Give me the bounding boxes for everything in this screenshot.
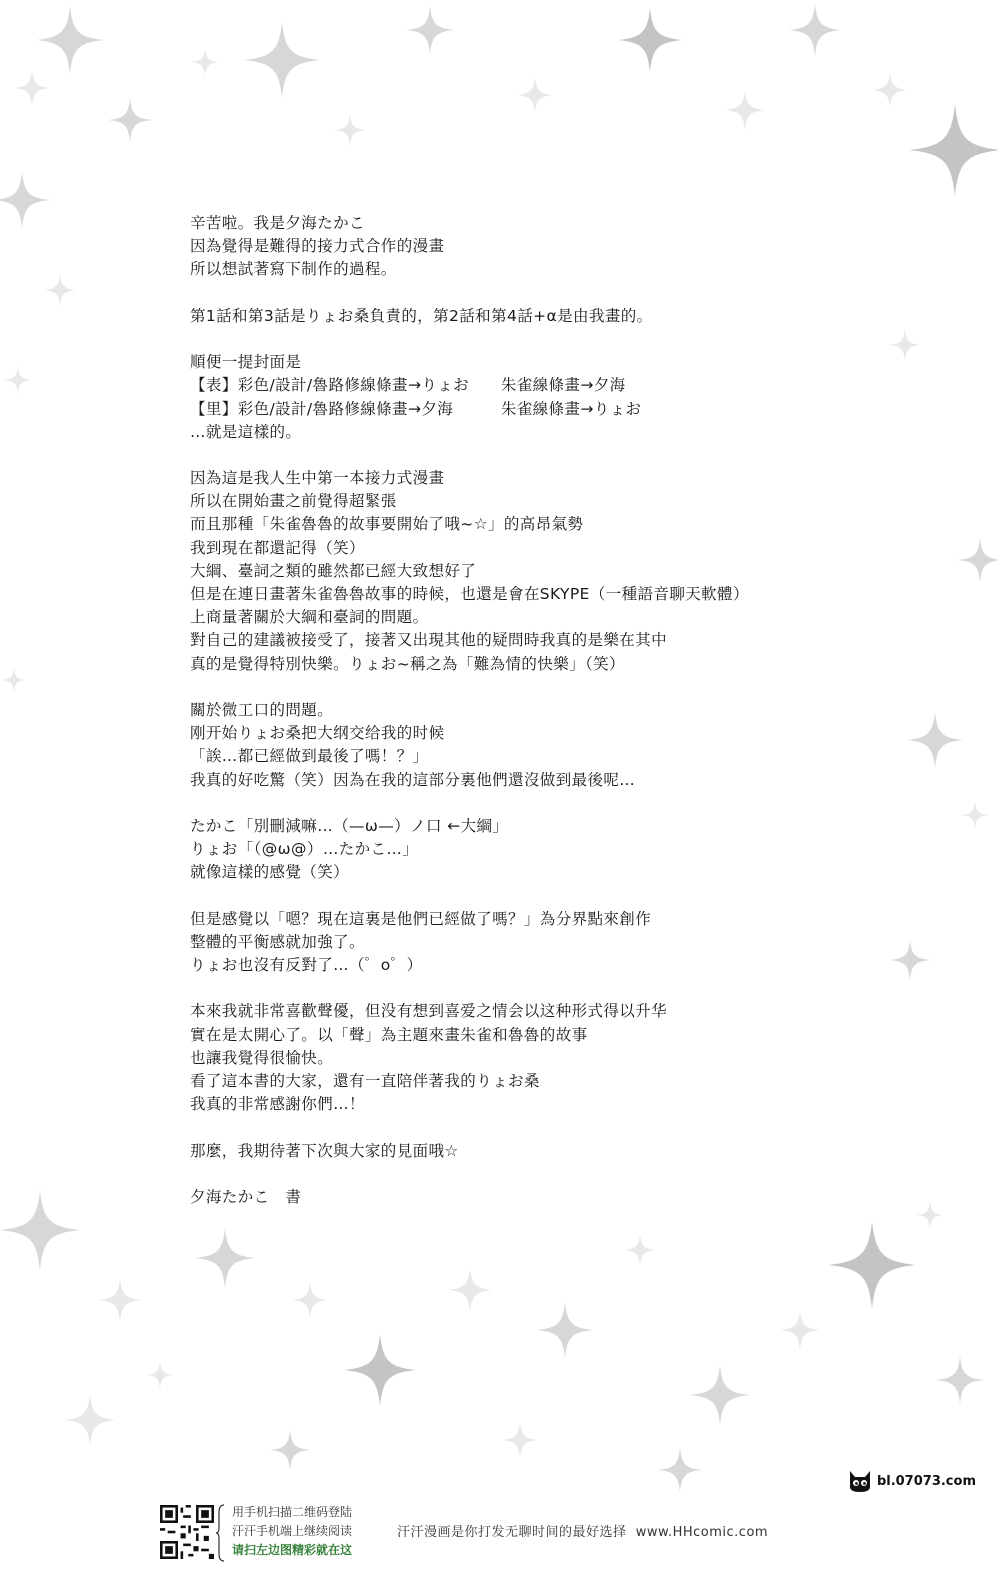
brace-divider [216,1504,226,1562]
text-line: たかこ「別刪減嘛…（—ω—）ノ口 ←大綱」 [190,816,509,835]
afterword-text [190,212,890,1209]
blank-line [190,977,890,1000]
text-line: 也讓我覺得很愉快。 [190,1048,334,1067]
text-line: 但是在連日畫著朱雀魯魯故事的時候，也還是會在SKYPE（一種語音聊天軟體） [190,585,749,603]
blank-line [190,1163,890,1186]
footer-slogan[interactable]: 汗汗漫画是你打发无聊时间的最好选择 www.HHcomic.com [397,1525,769,1540]
text-line: りょお「（@ω@）…たかこ…」 [190,840,419,859]
site-watermark [847,1469,976,1493]
text-line: 因為這是我人生中第一本接力式漫畫 [190,469,445,488]
qr-line-2: 汗汗手机端上继续阅读 [232,1524,353,1538]
blank-line [190,884,890,907]
text-line: 而且那種「朱雀魯魯的故事要開始了哦~☆」的高昂氣勢 [190,515,584,534]
text-line: 辛苦啦。我是夕海たかこ [190,214,365,232]
footer-bar [0,1497,998,1584]
black-cat-icon [847,1469,873,1493]
text-line: 上商量著關於大綱和臺詞的問題。 [190,608,429,627]
blank-line [190,328,890,351]
text-line: 我真的非常感謝你們…！ [190,1095,365,1114]
blank-line [190,676,890,699]
text-line: 所以想試著寫下制作的過程。 [190,260,397,279]
text-line: 第1話和第3話是りょお桑負責的，第2話和第4話+α是由我畫的。 [190,306,653,325]
text-line: 夕海たかこ 書 [190,1187,302,1206]
text-line: 本來我就非常喜歡聲優，但没有想到喜爱之情会以这种形式得以升华 [190,1002,668,1021]
qr-line-1: 用手机扫描二维码登陆 [232,1505,353,1519]
text-line: 我真的好吃驚（笑）因為在我的這部分裏他們還沒做到最後呢… [190,770,636,789]
text-line: 但是感覺以「嗯？現在這裏是他們已經做了嗎？」為分界點來創作 [190,909,652,928]
blank-line [190,282,890,305]
text-line: 對自己的建議被接受了，接著又出現其他的疑問時我真的是樂在其中 [190,631,668,650]
text-line: 關於微工口的問題。 [190,700,334,719]
text-line: …就是這樣的。 [190,422,302,441]
watermark-text: bl.07073.com [876,1473,976,1489]
text-line: 那麼，我期待著下次與大家的見面哦☆ [190,1141,459,1160]
qr-code-icon[interactable] [160,1505,214,1559]
blank-line [190,792,890,815]
qr-line-3: 请扫左边图精彩就在这 [232,1543,353,1557]
text-line: 順便一提封面是 [190,353,302,372]
text-line: 看了這本書的大家，還有一直陪伴著我的りょお桑 [190,1071,540,1090]
text-line: 我到現在都還記得（笑） [190,538,365,557]
blank-line [190,1116,890,1139]
text-line: 因為覺得是難得的接力式合作的漫畫 [190,237,445,256]
text-line: 真的是覺得特別快樂。りょお~稱之為「難為情的快樂」（笑） [190,654,625,673]
text-line: 【里】彩色/設計/魯路修線條畫→夕海 朱雀線條畫→りょお [190,399,642,418]
qr-instructions [232,1503,352,1560]
text-line: 就像這樣的感覺（笑） [190,863,350,882]
blank-line [190,444,890,467]
text-line: りょお也沒有反對了…（゜o゜） [190,956,423,974]
sparkle-cluster-bottom [0,1190,984,1492]
text-line: 所以在開始畫之前覺得超緊張 [190,492,397,511]
text-line: 整體的平衡感就加強了。 [190,932,365,951]
text-line: 刚开始りょお桑把大纲交给我的时候 [190,724,445,743]
text-line: 大綱、臺詞之類的雖然都已經大致想好了 [190,561,477,580]
text-line: 實在是太開心了。以「聲」為主題來畫朱雀和魯魯的故事 [190,1025,588,1044]
text-line: 「誒…都已經做到最後了嗎！？」 [190,747,429,766]
text-line: 【表】彩色/設計/魯路修線條畫→りょお 朱雀線條畫→夕海 [190,376,626,395]
